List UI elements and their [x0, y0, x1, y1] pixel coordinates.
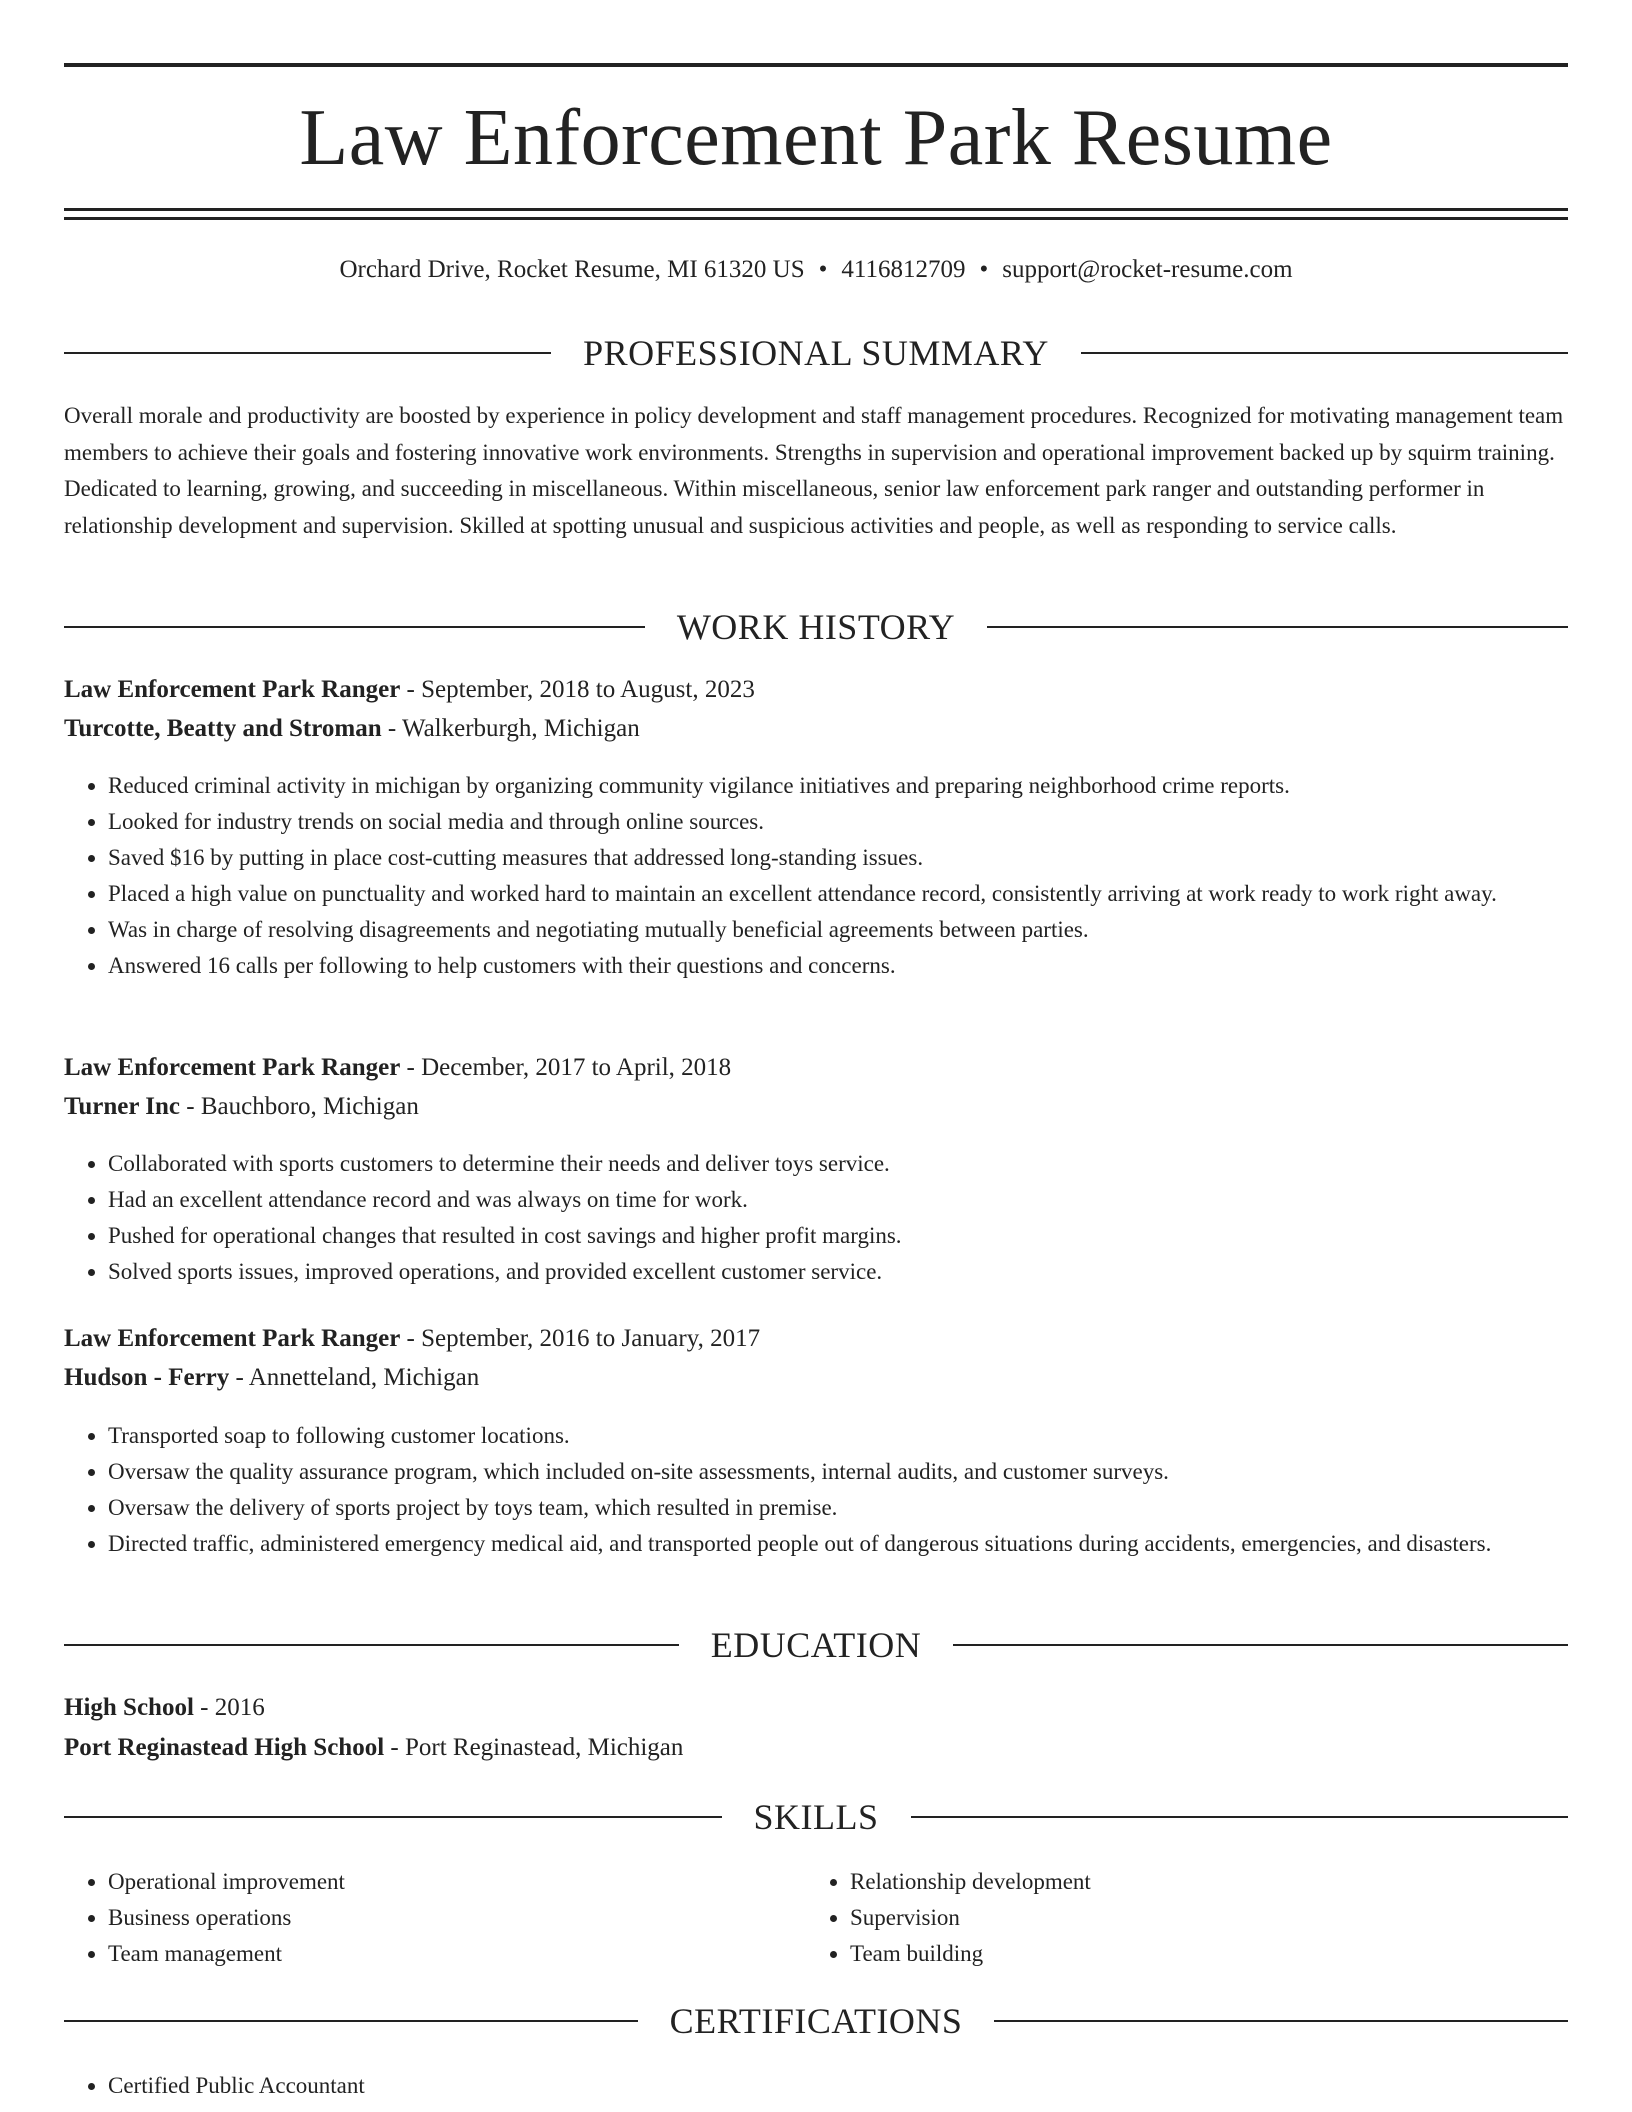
section-title: EDUCATION [710, 1625, 922, 1665]
contact-line [64, 254, 1568, 286]
list-item: • Collaborated with sports customers to determine their needs and deliver toys service. [108, 1146, 1568, 1182]
job-title: Law Enforcement Park Ranger [64, 676, 401, 703]
list-item: • Answered 16 calls per following to help customers with their questions and concerns. [108, 948, 1568, 984]
education-location: - Port Reginastead, Michigan [384, 1734, 684, 1761]
job-title: Law Enforcement Park Ranger [64, 1325, 401, 1352]
skill-item: • Team management [108, 1936, 808, 1972]
skill-item: • Operational improvement [108, 1864, 808, 1900]
education-degree: High School [64, 1694, 194, 1721]
heading-rule [987, 626, 1568, 628]
job-company-line [64, 711, 1568, 747]
heading-rule [64, 1644, 679, 1646]
skills-list-right [806, 1864, 1550, 1972]
contact-phone: 4116812709 [841, 256, 966, 283]
skills-list-left [64, 1864, 808, 1972]
job-location: - Annetteland, Michigan [229, 1364, 480, 1391]
job-company: Hudson - Ferry [64, 1364, 230, 1391]
heading-rule [64, 626, 645, 628]
list-item: • Reduced criminal activity in michigan by organizing community vigilance initiatives and preparing neighborhood crime reports. [108, 768, 1568, 804]
heading-rule [911, 1816, 1569, 1818]
list-item: • Had an excellent attendance record and was always on time for work. [108, 1182, 1568, 1218]
section-title: SKILLS [753, 1797, 879, 1837]
list-item: • Pushed for operational changes that resulted in cost savings and higher profit margins. [108, 1218, 1568, 1254]
skill-item: • Business operations [108, 1900, 808, 1936]
job-dates: - September, 2018 to August, 2023 [400, 676, 755, 703]
section-title: WORK HISTORY [676, 607, 956, 647]
education-school: Port Reginastead High School [64, 1734, 385, 1761]
title-double-rule [64, 208, 1568, 220]
section-heading-summary [64, 331, 1568, 375]
job-title-line [64, 1050, 1568, 1086]
section-title: CERTIFICATIONS [669, 2001, 963, 2041]
heading-rule [64, 1816, 722, 1818]
list-item: • Solved sports issues, improved operations, and provided excellent customer service. [108, 1254, 1568, 1290]
education-school-line [64, 1730, 1568, 1766]
list-item: • Transported soap to following customer locations. [108, 1418, 1568, 1454]
education-year: - 2016 [193, 1694, 265, 1721]
heading-rule [64, 352, 551, 354]
job-company: Turner Inc [64, 1093, 181, 1120]
job-company-line [64, 1089, 1568, 1125]
list-item: • Oversaw the quality assurance program, which included on-site assessments, internal audits, and customer surveys. [108, 1454, 1568, 1490]
education-degree-line [64, 1690, 1568, 1726]
skill-item: • Supervision [850, 1900, 1550, 1936]
heading-rule [953, 1644, 1568, 1646]
job-bullets [64, 1146, 1568, 1290]
section-heading-certifications [64, 1999, 1568, 2043]
resume-title: Law Enforcement Park Resume [299, 94, 1333, 182]
top-rule [64, 63, 1568, 67]
job-company: Turcotte, Beatty and Stroman [64, 715, 382, 742]
certification-item: • Certified Public Accountant [108, 2068, 1568, 2104]
list-item: • Was in charge of resolving disagreements and negotiating mutually beneficial agreements between parties. [108, 912, 1568, 948]
skill-item: • Relationship development [850, 1864, 1550, 1900]
job-dates: - September, 2016 to January, 2017 [400, 1325, 761, 1352]
list-item: • Placed a high value on punctuality and worked hard to maintain an excellent attendance record, consistently arriving at work ready to work right away. [108, 876, 1568, 912]
heading-rule [994, 2020, 1568, 2022]
list-item: • Directed traffic, administered emergency medical aid, and transported people out of dangerous situations during accidents, emergencies, and disasters. [108, 1526, 1568, 1562]
section-heading-work [64, 605, 1568, 649]
contact-address: Orchard Drive, Rocket Resume, MI 61320 US [339, 256, 805, 283]
contact-separator: • [818, 256, 828, 283]
job-company-line [64, 1360, 1568, 1396]
heading-rule [1081, 352, 1568, 354]
heading-rule [64, 2020, 638, 2022]
job-bullets [64, 1418, 1568, 1562]
job-title: Law Enforcement Park Ranger [64, 1054, 401, 1081]
job-bullets [64, 768, 1568, 984]
list-item: • Oversaw the delivery of sports project by toys team, which resulted in premise. [108, 1490, 1568, 1526]
job-location: - Walkerburgh, Michigan [381, 715, 640, 742]
contact-email: support@rocket-resume.com [1002, 256, 1293, 283]
certifications-list [64, 2068, 1568, 2104]
job-title-line [64, 1321, 1568, 1357]
job-dates: - December, 2017 to April, 2018 [400, 1054, 732, 1081]
job-title-line [64, 672, 1568, 708]
summary-paragraph: Overall morale and productivity are boosted by experience in policy development and staff management procedures. Recognized for motivating management team members to achieve their goals and fostering innovative work environments. Strengths in supervision and operational improvement backed up by squirm training. Dedicated to learning, growing, and succeeding in miscellaneous. Within miscellaneous, senior law enforcement park ranger and outstanding performer in relationship development and supervision. Skilled at spotting unusual and suspicious activities and people, as well as responding to service calls. [64, 403, 1564, 538]
skill-item: • Team building [850, 1936, 1550, 1972]
contact-separator: • [979, 256, 989, 283]
section-title: PROFESSIONAL SUMMARY [583, 333, 1049, 373]
list-item: • Looked for industry trends on social media and through online sources. [108, 804, 1568, 840]
job-location: - Bauchboro, Michigan [180, 1093, 419, 1120]
list-item: • Saved $16 by putting in place cost-cutting measures that addressed long-standing issues. [108, 840, 1568, 876]
section-heading-education [64, 1623, 1568, 1667]
section-heading-skills [64, 1795, 1568, 1839]
